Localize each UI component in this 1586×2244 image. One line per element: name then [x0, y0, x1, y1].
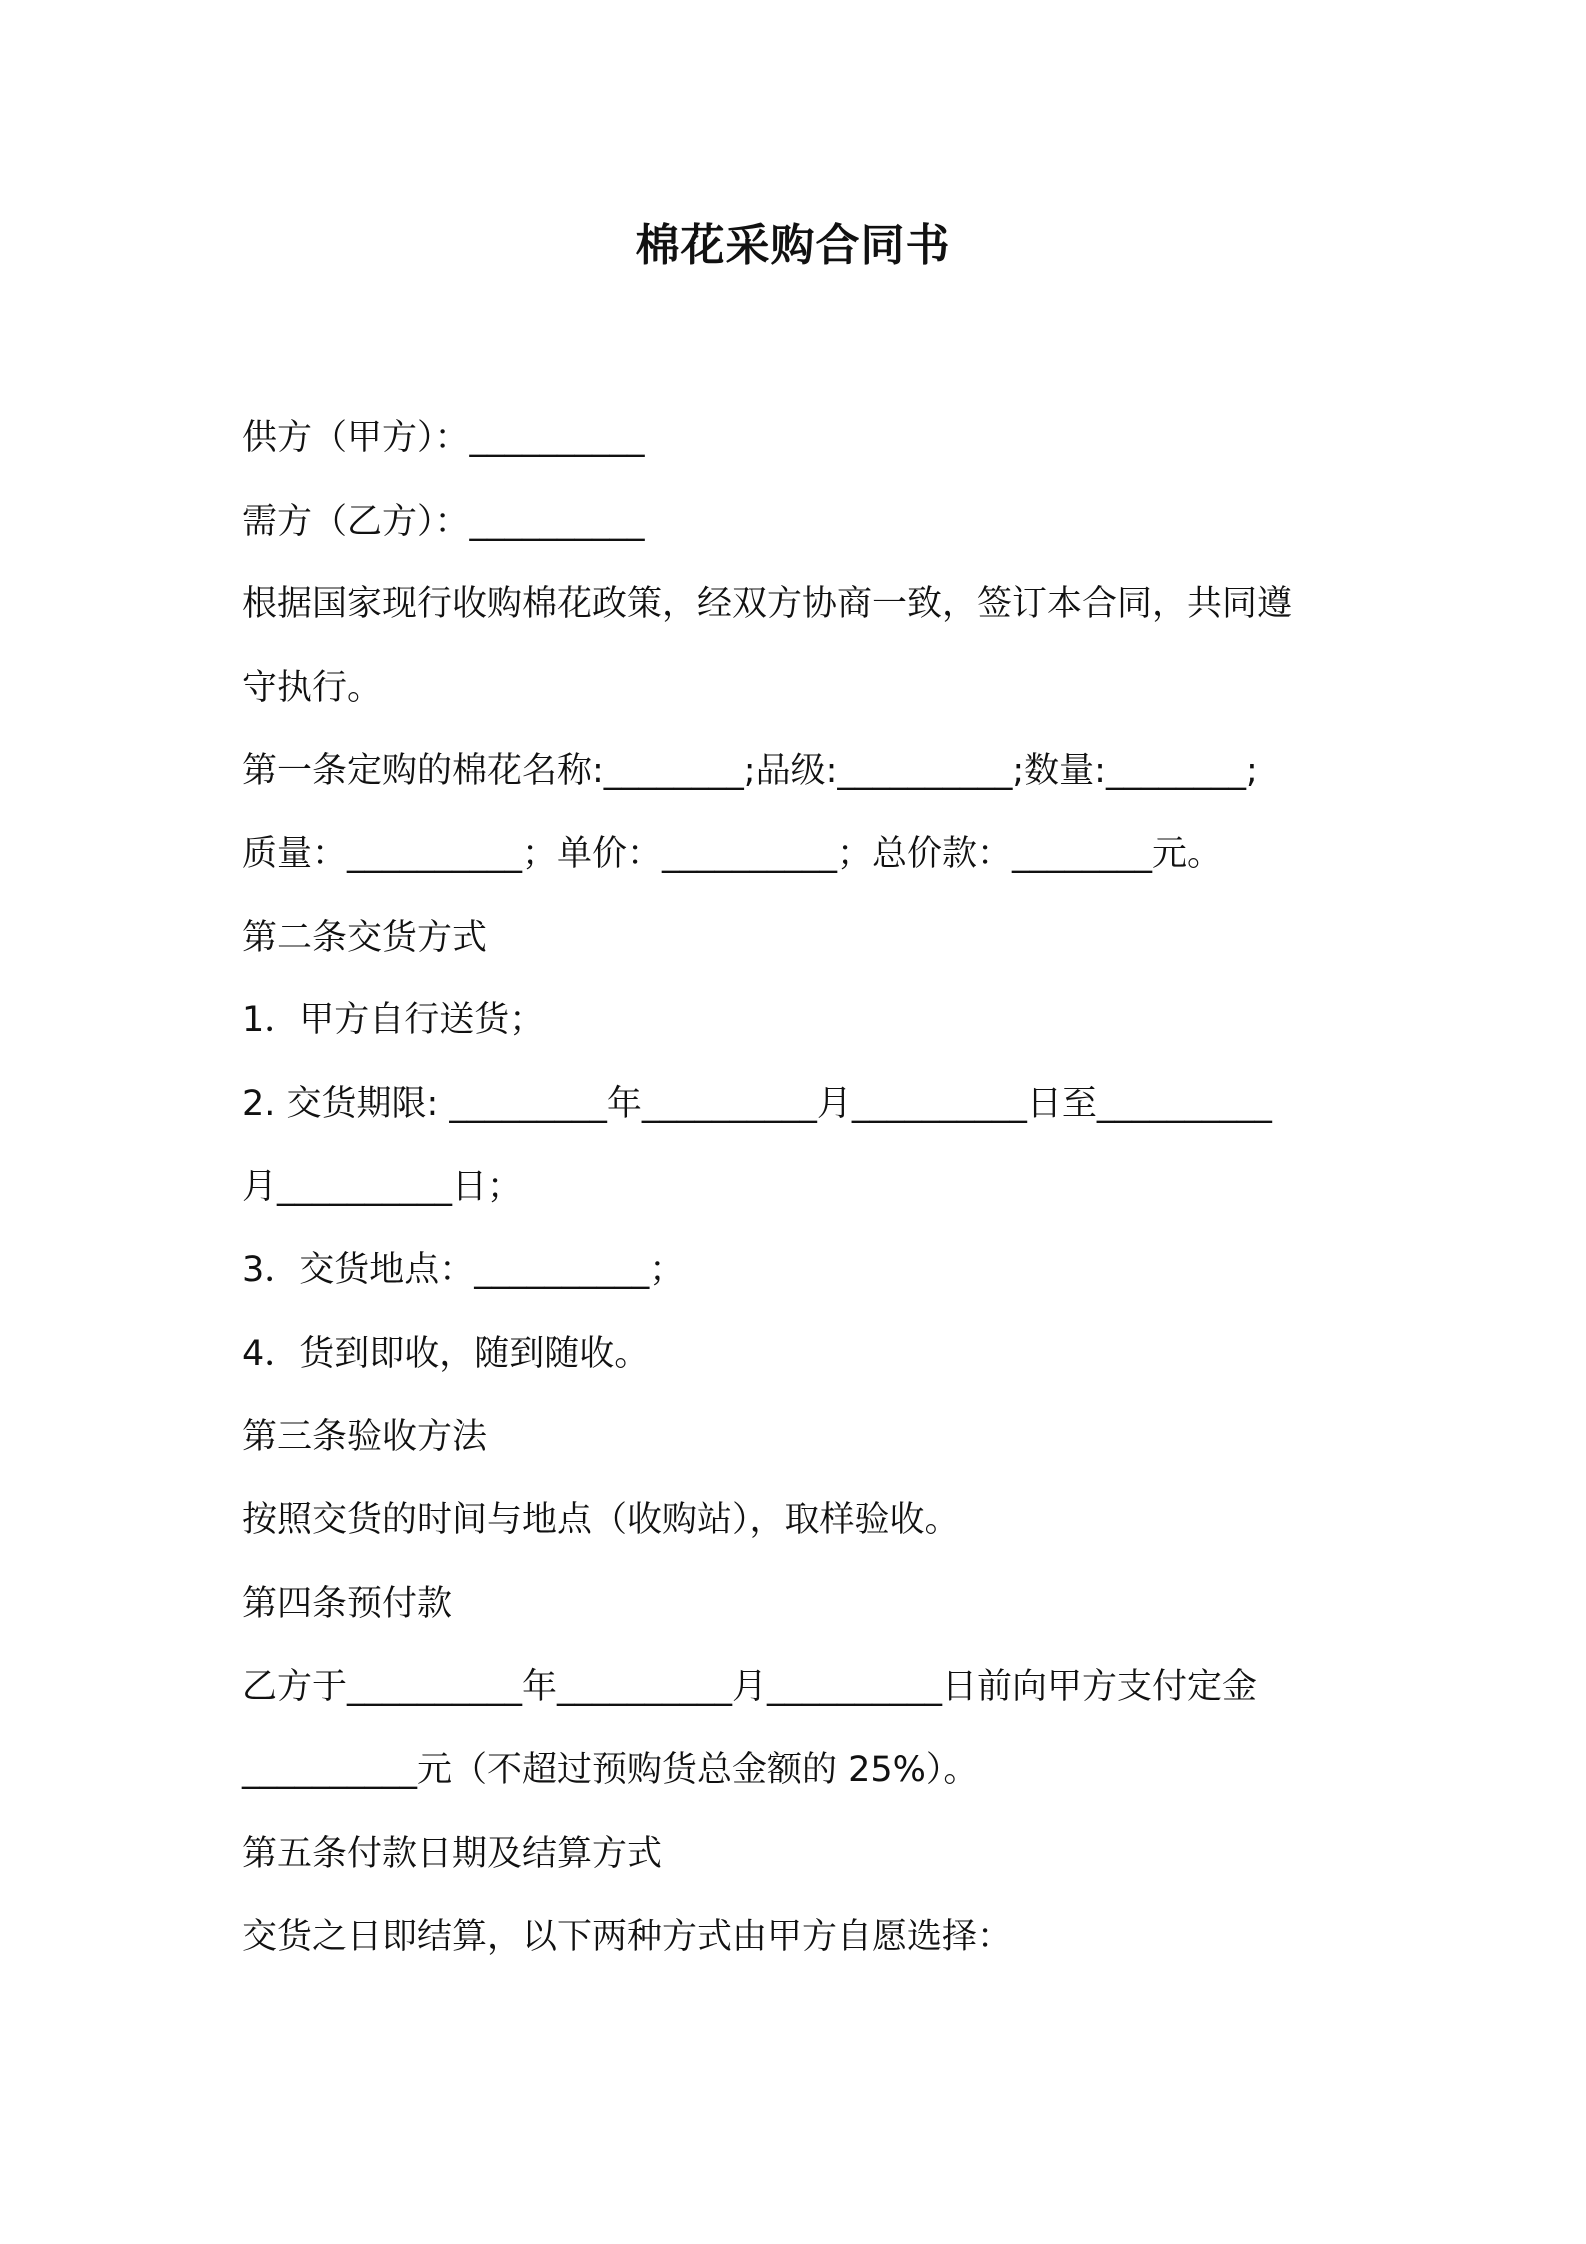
- preamble-line-1: 根据国家现行收购棉花政策，经双方协商一致，签订本合同，共同遵: [242, 584, 1293, 624]
- preamble-line-2: 守执行。: [242, 668, 383, 708]
- article-2-item-2-cont: 月__________日；: [242, 1167, 523, 1207]
- article-3-heading: 第三条验收方法: [242, 1417, 488, 1457]
- article-4-body-1: 乙方于__________年__________月__________日前向甲方支付定金: [242, 1667, 1258, 1707]
- article-5-body: 交货之日即结算，以下两种方式由甲方自愿选择：: [242, 1917, 1013, 1957]
- article-2-heading: 第二条交货方式: [242, 918, 488, 958]
- document-title: 棉花采购合同书: [635, 220, 951, 271]
- article-4-body-2: __________元（不超过预购货总金额的 25%）。: [242, 1750, 979, 1790]
- article-2-item-4: 4．货到即收，随到随收。: [242, 1334, 650, 1374]
- article-2-item-3: 3．交货地点：__________；: [242, 1250, 685, 1290]
- supplier-line: 供方（甲方）：__________: [242, 418, 645, 458]
- article-2-item-1: 1．甲方自行送货；: [242, 1000, 545, 1040]
- article-1-line-2: 质量：__________；单价：__________；总价款：________元。: [242, 834, 1223, 874]
- article-3-body: 按照交货的时间与地点（收购站），取样验收。: [242, 1500, 960, 1540]
- article-1-line-1: 第一条定购的棉花名称:________;品级:__________;数量:________;: [242, 751, 1258, 791]
- article-2-item-2: 2. 交货期限: _________年__________月__________日至__________: [242, 1084, 1272, 1124]
- article-4-heading: 第四条预付款: [242, 1584, 453, 1624]
- article-5-heading: 第五条付款日期及结算方式: [242, 1834, 663, 1874]
- buyer-line: 需方（乙方）：__________: [242, 502, 645, 542]
